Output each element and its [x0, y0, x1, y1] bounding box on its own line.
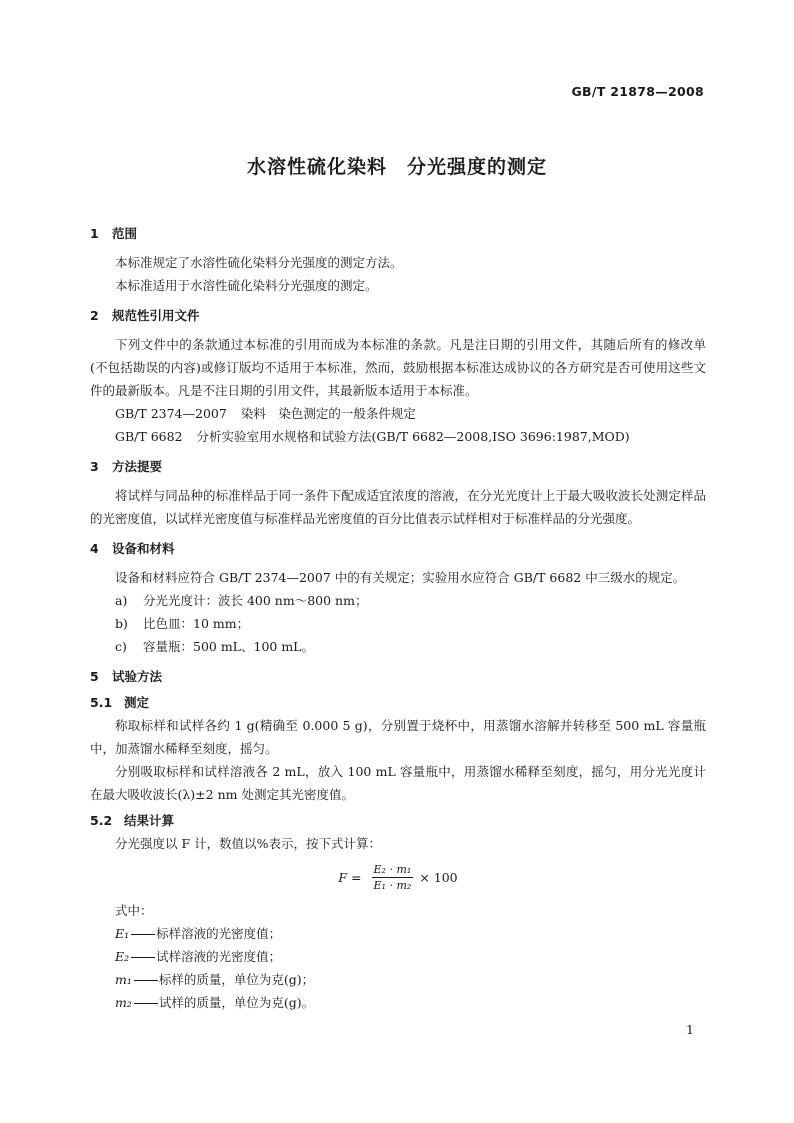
variable-text: 试样溶液的光密度值； [156, 949, 282, 964]
section-title: 试验方法 [112, 669, 163, 684]
formula-fraction [372, 863, 414, 892]
variable-definition [90, 922, 706, 945]
variable-text: 标样溶液的光密度值； [156, 926, 282, 941]
paragraph: 设备和材料应符合 GB/T 2374—2007 中的有关规定；实验用水应符合 GB/T 6682 中三级水的规定。 [115, 570, 686, 585]
list-text: 分光光度计：波长 400 nm～800 nm； [143, 593, 368, 608]
document-title: 水溶性硫化染料 分光强度的测定 [246, 156, 547, 178]
paragraph: 本标准规定了水溶性硫化染料分光强度的测定方法。 [115, 255, 403, 270]
section-title: 方法提要 [112, 459, 163, 474]
subsection-5-1-heading [90, 694, 706, 712]
section-number: 3 [90, 459, 99, 474]
reference-text: 分析实验室用水规格和试验方法(GB/T 6682—2008,ISO 3696:1987,MOD) [196, 429, 630, 444]
em-dash [134, 980, 158, 981]
paragraph: 将试样与同品种的标准样品于同一条件下配成适宜浓度的溶液，在分光光度计上于最大吸收波长处测定样品的光密度值，以试样光密度值与标准样品光密度值的百分比值表示试样相对于标准样品的分光强度。 [90, 488, 706, 526]
section-number: 5 [90, 669, 99, 684]
list-label: a) [115, 593, 128, 608]
paragraph: 分别吸取标样和试样溶液各 2 mL，放入 100 mL 容量瓶中，用蒸馏水稀释至刻度，摇匀，用分光光度计在最大吸收波长(λ)±2 nm 处测定其光密度值。 [90, 764, 706, 802]
section-5-heading [90, 668, 706, 686]
reference-code: GB/T 2374—2007 [115, 406, 227, 421]
variable-symbol: m₁ [115, 972, 132, 987]
formula-equals: = [351, 869, 362, 885]
formula-numerator: E₂ · m₁ [373, 862, 412, 876]
subsection-number: 5.2 [90, 813, 113, 828]
formula-multiplier: × 100 [419, 869, 458, 885]
variable-definition [90, 968, 706, 991]
list-text: 比色皿：10 mm； [143, 616, 250, 631]
reference-item [90, 402, 706, 425]
formula-denominator: E₁ · m₂ [373, 878, 412, 892]
formula-lhs: F [338, 869, 348, 885]
paragraph: 本标准适用于水溶性硫化染料分光强度的测定。 [115, 278, 378, 293]
subsection-title: 测定 [124, 695, 150, 710]
section-title: 范围 [112, 226, 138, 241]
section-number: 1 [90, 226, 99, 241]
section-title: 规范性引用文件 [112, 308, 200, 323]
variable-symbol: E₂ [115, 949, 130, 964]
formula [90, 857, 706, 897]
list-label: b) [115, 616, 128, 631]
section-number: 2 [90, 308, 99, 323]
section-2-heading [90, 307, 706, 325]
page-number: 1 [686, 1022, 694, 1037]
list-item [90, 635, 706, 658]
variable-text: 试样的质量，单位为克(g)。 [158, 995, 315, 1010]
paragraph: 分光强度以 F 计，数值以%表示，按下式计算： [115, 836, 381, 851]
standard-code: GB/T 21878—2008 [571, 84, 704, 99]
variable-definition [90, 991, 706, 1014]
subsection-title: 结果计算 [124, 813, 175, 828]
reference-text: 染料 染色测定的一般条件规定 [240, 406, 416, 421]
variable-definition [90, 945, 706, 968]
em-dash [131, 934, 155, 935]
section-title: 设备和材料 [112, 541, 175, 556]
section-number: 4 [90, 541, 99, 556]
subsection-number: 5.1 [90, 695, 113, 710]
where-label: 式中： [115, 903, 153, 918]
list-label: c) [115, 639, 127, 654]
paragraph: 称取标样和试样各约 1 g(精确至 0.000 5 g)，分别置于烧杯中，用蒸馏水溶解并转移至 500 mL 容量瓶中，加蒸馏水稀释至刻度，摇匀。 [90, 718, 706, 756]
variable-text: 标样的质量，单位为克(g)； [158, 972, 315, 987]
section-1-heading [90, 225, 706, 243]
variable-symbol: E₁ [115, 926, 130, 941]
subsection-5-2-heading [90, 812, 706, 830]
list-item [90, 589, 706, 612]
paragraph: 下列文件中的条款通过本标准的引用而成为本标准的条款。凡是注日期的引用文件，其随后所有的修改单(不包括勘误的内容)或修订版均不适用于本标准，然而，鼓励根据本标准达成协议的各方研究是否可使用这些文件的最新版本。凡是不注日期的引用文件，其最新版本适用于本标准。 [90, 337, 706, 398]
em-dash [134, 1003, 158, 1004]
em-dash [131, 957, 155, 958]
variable-symbol: m₂ [115, 995, 132, 1010]
reference-code: GB/T 6682 [115, 429, 183, 444]
section-4-heading [90, 540, 706, 558]
list-item [90, 612, 706, 635]
document-body [90, 215, 706, 1014]
reference-item [90, 425, 706, 448]
section-3-heading [90, 458, 706, 476]
list-text: 容量瓶：500 mL、100 mL。 [143, 639, 314, 654]
